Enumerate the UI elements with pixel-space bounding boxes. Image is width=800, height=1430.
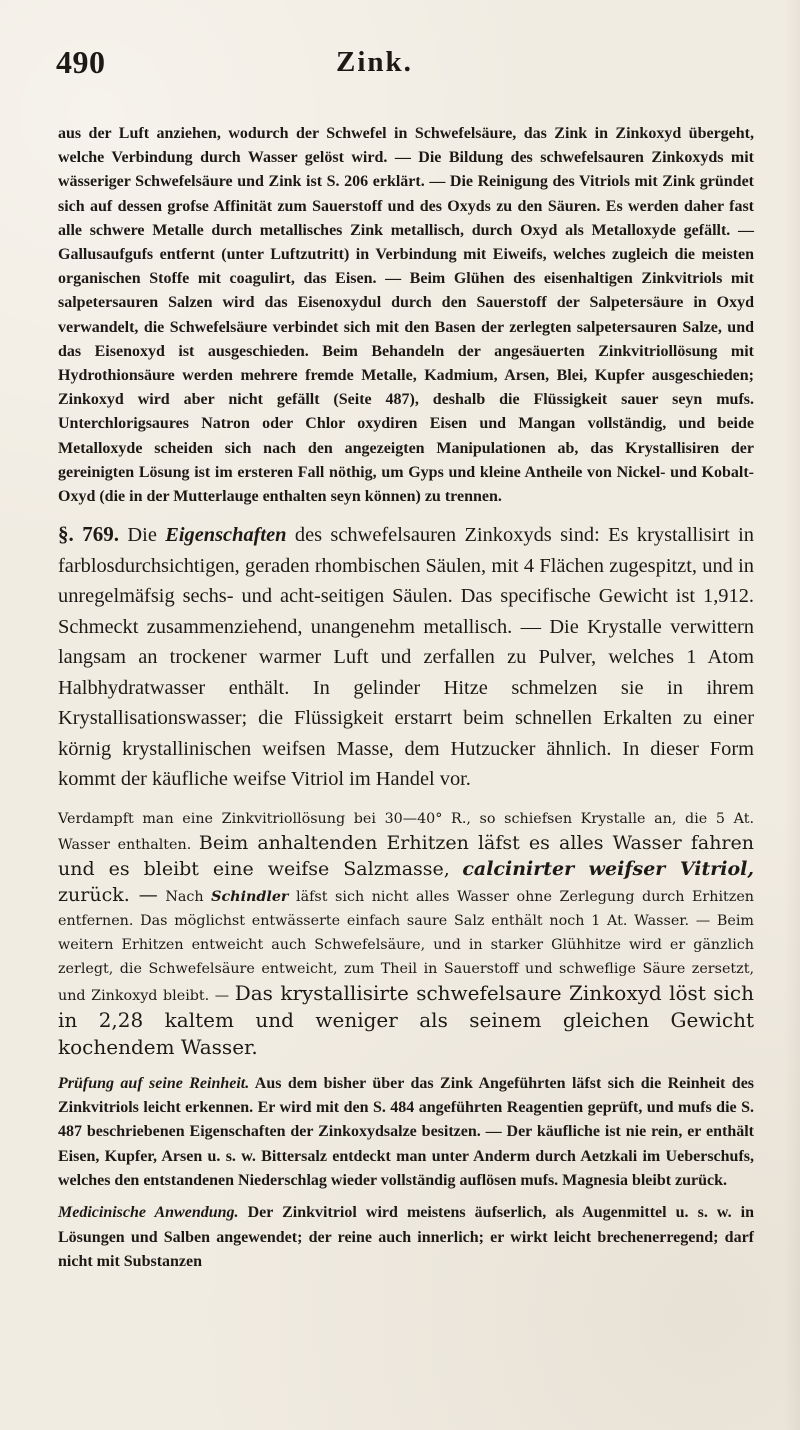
purity-label: Prüfung auf seine Reinheit.	[58, 1074, 250, 1092]
section-continue-4: Das krystallisirte schwefelsaure Zinkoxyd löst sich in 2,28 kaltem und weniger als seinem gleichen Gewicht kochendem Wasser.	[58, 980, 755, 1059]
section-continue-3: zurück. —	[58, 883, 158, 906]
intro-paragraph: aus der Luft anziehen, wodurch der Schwefel in Schwefelsäure, das Zink in Zinkoxyd übergeht, welche Verbindung durch Wasser gelöst wird. — Die Bildung des schwefelsauren Zinkoxyds mit wässeriger Schwefelsäure und Zink ist S. 206 erklärt. — Die Reinigung des Vitriols mit Zink gründet sich auf dessen grofse Affinität zum Sauerstoff und des Oxyds zu den Säuren. Es werden daher fast alle schwere Metalle durch metallisches Zink metallisch, durch Oxyd als Metalloxyde gefällt. — Gallusaufgufs entfernt (unter Luftzutritt) in Verbindung mit Eiweifs, welches zugleich die meisten organischen Stoffe mit coagulirt, das Eisen. — Beim Glühen des eisenhaltigen Zinkvitriols mit salpetersauren Salzen wird das Eisenoxydul durch den Sauerstoff der Salpetersäure in Oxyd verwandelt, die Schwefelsäure verbindet sich mit den Basen der zerlegten salpetersauren Salze, und das Eisenoxyd ist ausgeschieden. Beim Behandeln der angesäuerten Zinkvitriollösung mit Hydrothionsäure werden mehrere fremde Metalle, Kadmium, Arsen, Blei, Kupfer ausgeschieden; Zinkoxyd wird aber nicht gefällt (Seite 487), deshalb die Flüssigkeit sauer seyn mufs. Unterchlorigsaures Natron oder Chlor oxydiren Eisen und Mangan vollständig, und beide Metalloxyde scheiden sich nach den angezeigten Manipulationen ab, das Krystallisiren der gereinigten Lösung ist im ersteren Fall nöthig, um Gyps und kleine Antheile von Nickel- und Kobalt-Oxyd (die in der Mutterlauge enthalten seyn können) zu trennen.	[58, 125, 754, 506]
medical-label: Medicinische Anwendung.	[58, 1204, 239, 1222]
medical-paragraph	[58, 1201, 754, 1274]
page-content	[58, 122, 754, 1274]
section-marker: §. 769.	[58, 522, 120, 547]
section-continue-1: des schwefelsauren Zinkoxyds sind: Es krystallisirt in farblosdurchsichtigen, geraden rhombischen Säulen, mit 4 Flächen zugespitzt, und in unregelmäfsig sechs- und acht-seitigen Säulen. Das specifische Gewicht ist 1,912. Schmeckt zusammenziehend, unangenehm metallisch. — Die Krystalle verwittern langsam an trockener warmer Luft und zerfallen zu Pulver, welches 1 Atom Halbhydratwasser enthält. In gelinder Hitze schmelzen sie in ihrem Krystallisationswasser; die Flüssigkeit erstarrt beim schnellen Erkalten zu einer körnig krystallinischen weifsen Masse, dem Hutzucker ähnlich. In dieser Form kommt der käufliche weifse Vitriol im Handel vor.	[58, 524, 755, 791]
section-small-2-prefix: Nach	[165, 888, 204, 905]
page-number: 490	[56, 44, 106, 80]
purity-paragraph	[58, 1072, 754, 1193]
section-title: Eigenschaften	[165, 524, 287, 547]
section-small-2-name: Schindler	[211, 888, 289, 905]
page-header	[56, 44, 756, 92]
section-italic-phrase: calcinirter weifser Vitriol,	[462, 857, 754, 880]
section-intro: Die	[127, 524, 157, 547]
section-small-1: Verdampft man eine Zinkvitriollösung bei 30—40° R., so schiefsen Krystalle an, die 5 At. Wasser enthalten.	[58, 810, 754, 853]
section-small-2: läfst sich nicht alles Wasser ohne Zerlegung durch Erhitzen entfernen. Das möglichst entwässerte einfach saure Salz enthält noch 1 At. Wasser. — Beim weitern Erhitzen entweicht auch Schwefelsäure, und in starker Glühhitze wird er gänzlich zerlegt, die Schwefelsäure entweicht, zum Theil in Sauerstoff und schweflige Säure zersetzt, und Zinkoxyd bleibt. —	[58, 888, 754, 1004]
purity-text: Aus dem bisher über das Zink Angeführten läfst sich die Reinheit des Zinkvitriols leicht erkennen. Er wird mit den S. 484 angeführten Reagentien geprüft, und mufs die S. 487 beschriebenen Eigenschaften der Zinkoxydsalze besitzen. — Der käufliche ist nie rein, er enthält Eisen, Kupfer, Arsen u. s. w. Bittersalz entdeckt man unter Anderm durch Aetzkali im Ueberschufs, welches den entstandenen Niederschlag wieder vollständig auflösen mufs. Magnesia bleibt zurück.	[58, 1074, 755, 1189]
section-769-continuation	[58, 807, 754, 1062]
section-769-paragraph	[58, 519, 754, 795]
running-head: Zink.	[336, 46, 413, 78]
medical-text: Der Zinkvitriol wird meistens äufserlich, als Augenmittel u. s. w. in Lösungen und Salben angewendet; der reine auch innerlich; er wirkt leicht brechenerregend; darf nicht mit Substanzen	[58, 1204, 755, 1270]
section-continue-2: Beim anhaltenden Erhitzen läfst es alles Wasser fahren und es bleibt eine weifse Salzmasse,	[58, 831, 754, 880]
page-edge-shadow	[784, 0, 800, 1430]
